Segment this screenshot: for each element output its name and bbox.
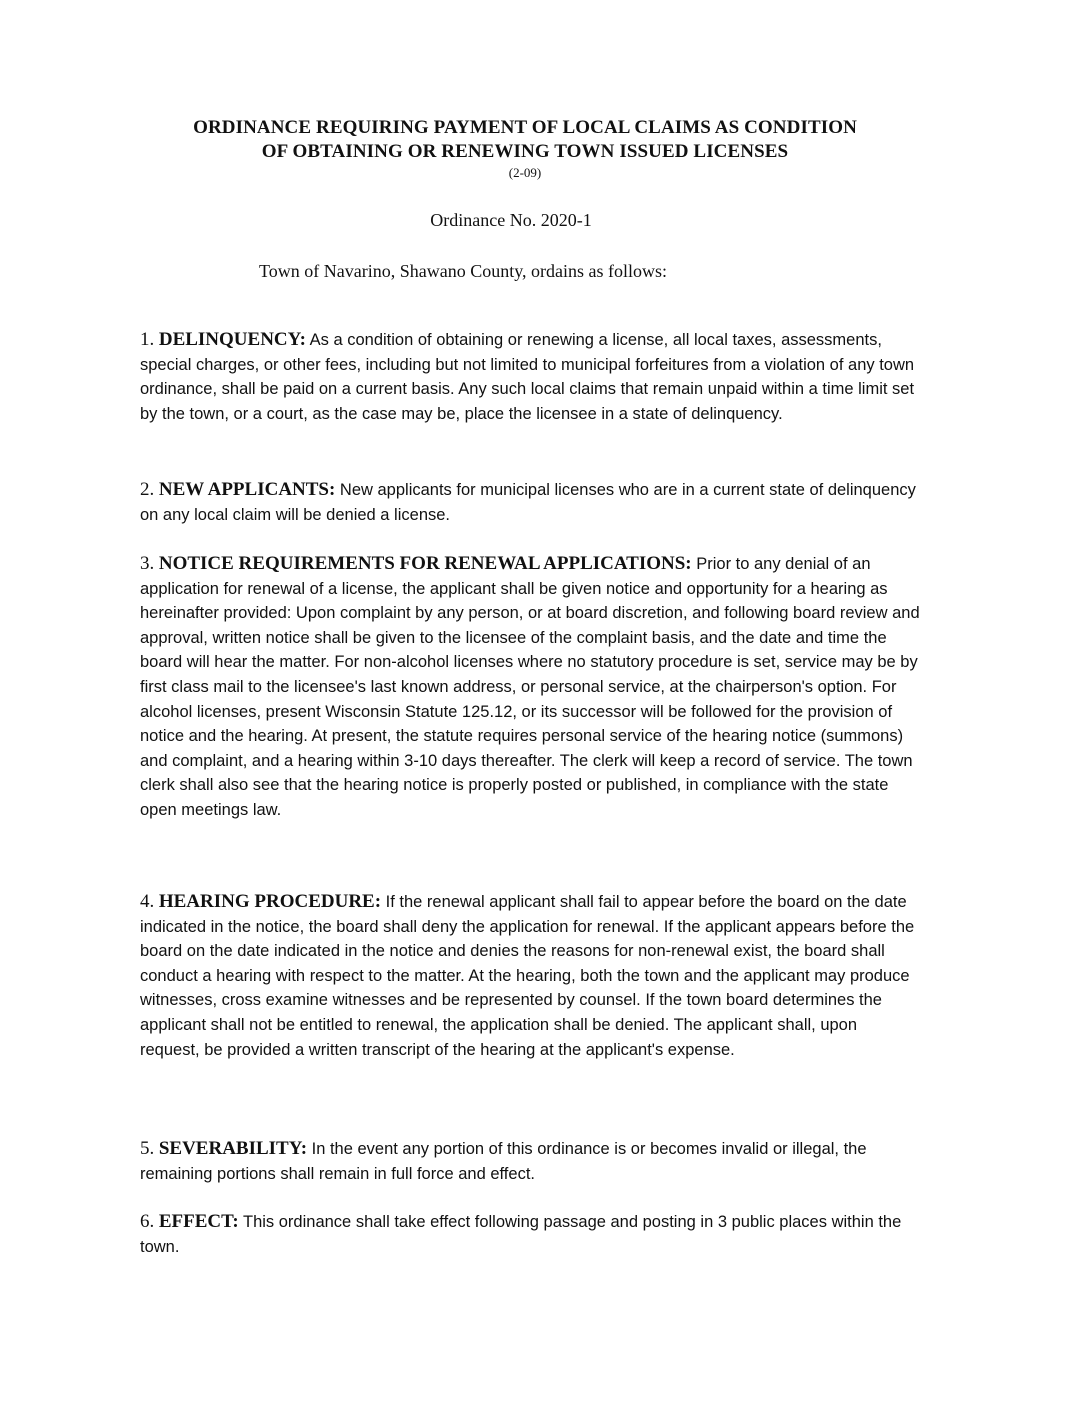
document-title-line-2: OF OBTAINING OR RENEWING TOWN ISSUED LICENSES <box>261 141 789 162</box>
section-number: 4. <box>140 891 155 912</box>
document-title-line-1: ORDINANCE REQUIRING PAYMENT OF LOCAL CLAIMS AS CONDITION <box>193 117 857 138</box>
section-new-applicants <box>140 478 920 527</box>
section-heading: NOTICE REQUIREMENTS FOR RENEWAL APPLICATIONS: <box>158 553 692 574</box>
document-title-block <box>0 116 1050 182</box>
section-number: 1. <box>140 329 155 350</box>
section-heading: HEARING PROCEDURE: <box>158 891 382 912</box>
section-text: New applicants for municipal licenses who are in a current state of delinquency on any local claim will be denied a license. <box>140 481 916 524</box>
section-number: 5. <box>140 1138 155 1159</box>
document-title-date: (2-09) <box>508 165 542 180</box>
section-text: Prior to any denial of an application for renewal of a license, the applicant shall be given notice and opportunity for a hearing as hereinafter provided: Upon complaint by any person, or at board discretion, and following board review and approval, written notice shall be given to the licensee of the complaint basis, and the date and time the board will hear the matter. For non-alcohol licenses where no statutory procedure is set, service may be by first class mail to the licensee's last known address, or personal service, at the chairperson's option. For alcohol licenses, present Wisconsin Statute 125.12, or its successor will be followed for the provision of notice and the hearing. At present, the statute requires personal service of the hearing notice (summons) and complaint, and a hearing within 3-10 days thereafter. The clerk will keep a record of service. The town clerk shall also see that the hearing notice is properly posted or published, in compliance with the state open meetings law. <box>140 555 920 819</box>
section-notice-requirements <box>140 552 920 823</box>
section-text: As a condition of obtaining or renewing a license, all local taxes, assessments, special charges, or other fees, including but not limited to municipal forfeitures from a violation of any town ordinance, shall be paid on a current basis. Any such local claims that remain unpaid within a time limit set by the town, or a court, as the case may be, place the licensee in a state of delinquency. <box>140 331 915 423</box>
ordinance-number: Ordinance No. 2020-1 <box>430 210 592 230</box>
section-hearing-procedure <box>140 890 920 1062</box>
section-text: If the renewal applicant shall fail to appear before the board on the date indicated in the notice, the board shall deny the application for renewal. If the applicant appears before the board on the date indicated in the notice and denies the reasons for non-renewal exist, the board shall conduct a hearing with respect to the matter. At the hearing, both the town and the applicant may produce witnesses, cross examine witnesses and be represented by counsel. If the town board determines the applicant shall not be entitled to renewal, the application shall be denied. The applicant shall, upon request, be provided a written transcript of the hearing at the applicant's expense. <box>140 893 915 1059</box>
section-number: 6. <box>140 1211 155 1232</box>
section-delinquency <box>140 328 920 426</box>
section-heading: DELINQUENCY: <box>158 329 306 350</box>
section-heading: SEVERABILITY: <box>158 1138 308 1159</box>
section-heading: NEW APPLICANTS: <box>158 479 336 500</box>
preamble: Town of Navarino, Shawano County, ordains as follows: <box>259 261 668 281</box>
section-heading: EFFECT: <box>158 1211 239 1232</box>
section-number: 2. <box>140 479 155 500</box>
section-text: In the event any portion of this ordinance is or becomes invalid or illegal, the remaining portions shall remain in full force and effect. <box>140 1140 867 1183</box>
section-effect <box>140 1210 920 1259</box>
section-number: 3. <box>140 553 155 574</box>
section-text: This ordinance shall take effect following passage and posting in 3 public places within the town. <box>140 1213 902 1256</box>
section-severability <box>140 1137 920 1186</box>
